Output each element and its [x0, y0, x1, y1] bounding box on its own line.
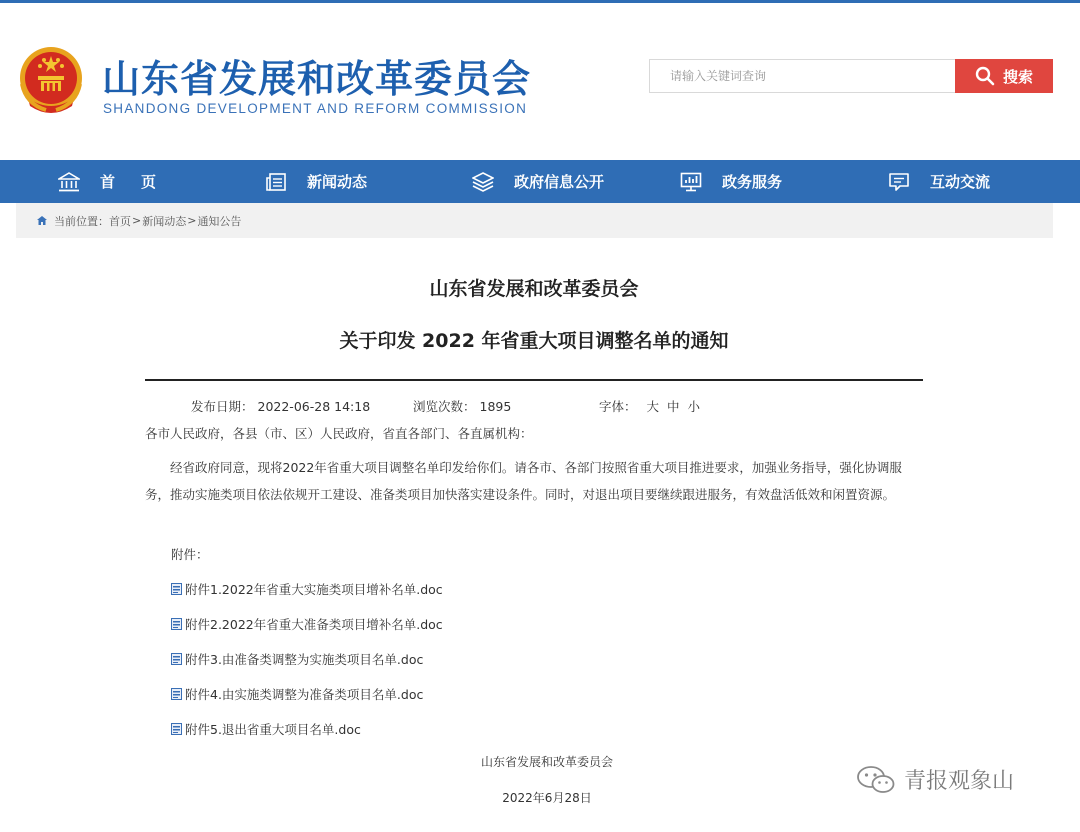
breadcrumb-prefix: 当前位置：: [54, 214, 109, 228]
doc-file-icon: [171, 583, 182, 595]
doc-file-icon: [171, 618, 182, 630]
search-icon: [975, 66, 995, 86]
home-icon: [58, 172, 80, 192]
top-accent-line: [0, 0, 1080, 3]
publish-date: [191, 397, 370, 415]
site-title: 山东省发展和改革委员会: [102, 57, 532, 101]
site-subtitle: SHANDONG DEVELOPMENT AND REFORM COMMISSION: [103, 101, 528, 116]
nav-item-services[interactable]: [680, 160, 782, 203]
publish-date-value: 2022-06-28 14:18: [257, 399, 371, 414]
nav-label-services: 政务服务: [722, 173, 783, 191]
wechat-icon: [856, 765, 896, 795]
layers-icon: [472, 172, 494, 192]
attachment-name: 附件3.由准备类调整为实施类项目名单.doc: [185, 652, 424, 667]
breadcrumb: [16, 203, 1053, 238]
attachment-link-3[interactable]: [171, 650, 423, 668]
article-org: 山东省发展和改革委员会: [429, 278, 639, 300]
attachment-name: 附件4.由实施类调整为准备类项目名单.doc: [185, 687, 424, 702]
view-count-value: 1895: [479, 399, 512, 414]
news-icon: [265, 172, 287, 192]
attachment-link-2[interactable]: [171, 615, 443, 633]
nav-label-home: 首页: [100, 173, 183, 191]
breadcrumb-separator: >: [187, 214, 197, 227]
title-divider: [145, 379, 923, 381]
main-nav: [0, 160, 1080, 203]
search-button[interactable]: [955, 59, 1053, 93]
monitor-chart-icon: [680, 172, 702, 192]
nav-item-gov-info[interactable]: [472, 160, 604, 203]
nav-label-gov-info: 政府信息公开: [514, 173, 605, 191]
nav-item-news[interactable]: [265, 160, 367, 203]
font-size-large[interactable]: 大: [646, 399, 660, 414]
breadcrumb-home[interactable]: 首页: [109, 214, 131, 228]
article-title: 关于印发 2022 年省重大项目调整名单的通知: [339, 330, 729, 352]
nav-item-interaction[interactable]: [888, 160, 990, 203]
attachment-link-4[interactable]: [171, 685, 423, 703]
font-size-small[interactable]: 小: [687, 399, 701, 414]
breadcrumb-notices[interactable]: 通知公告: [197, 214, 242, 228]
home-small-icon: [36, 215, 48, 226]
wechat-watermark: [856, 764, 1014, 795]
breadcrumb-news[interactable]: 新闻动态: [142, 214, 187, 228]
font-size-label: 字体：: [599, 399, 637, 414]
attachment-name: 附件2.2022年省重大准备类项目增补名单.doc: [185, 617, 443, 632]
breadcrumb-separator: >: [132, 214, 142, 227]
attachment-name: 附件1.2022年省重大实施类项目增补名单.doc: [185, 582, 443, 597]
nav-label-news: 新闻动态: [307, 173, 368, 191]
signature-date: 2022年6月28日: [502, 791, 592, 805]
search-input[interactable]: [649, 59, 955, 93]
signature-org: 山东省发展和改革委员会: [480, 755, 613, 769]
font-size-medium[interactable]: 中: [667, 399, 680, 414]
doc-file-icon: [171, 688, 182, 700]
publish-date-label: 发布日期：: [191, 399, 254, 414]
doc-file-icon: [171, 653, 182, 665]
addressee: 各市人民政府，各县（市、区）人民政府，省直各部门、各直属机构：: [145, 426, 533, 441]
attachment-name: 附件5.退出省重大项目名单.doc: [185, 722, 361, 737]
nav-item-home[interactable]: [58, 160, 182, 203]
view-count: [413, 397, 511, 415]
attachment-link-5[interactable]: [171, 720, 361, 738]
attachment-link-1[interactable]: [171, 580, 443, 598]
doc-file-icon: [171, 723, 182, 735]
watermark-text: 青报观象山: [904, 769, 1015, 794]
font-size-control: [599, 397, 700, 415]
attachments-label: 附件：: [171, 547, 209, 562]
body-paragraph: 经省政府同意，现将2022年省重大项目调整名单印发给你们。请各市、各部门按照省重大项目推进要求，加强业务指导，强化协调服务，推动实施类项目依法依规开工建设、准备类项目加快落实建设条件。同时，对退出项目要继续跟进服务，有效盘活低效和闲置资源。: [145, 460, 902, 502]
search-button-label: 搜索: [1002, 67, 1033, 86]
nav-label-interaction: 互动交流: [930, 173, 991, 191]
national-emblem-logo: [16, 44, 86, 118]
chat-icon: [888, 172, 910, 192]
view-count-label: 浏览次数：: [413, 399, 476, 414]
